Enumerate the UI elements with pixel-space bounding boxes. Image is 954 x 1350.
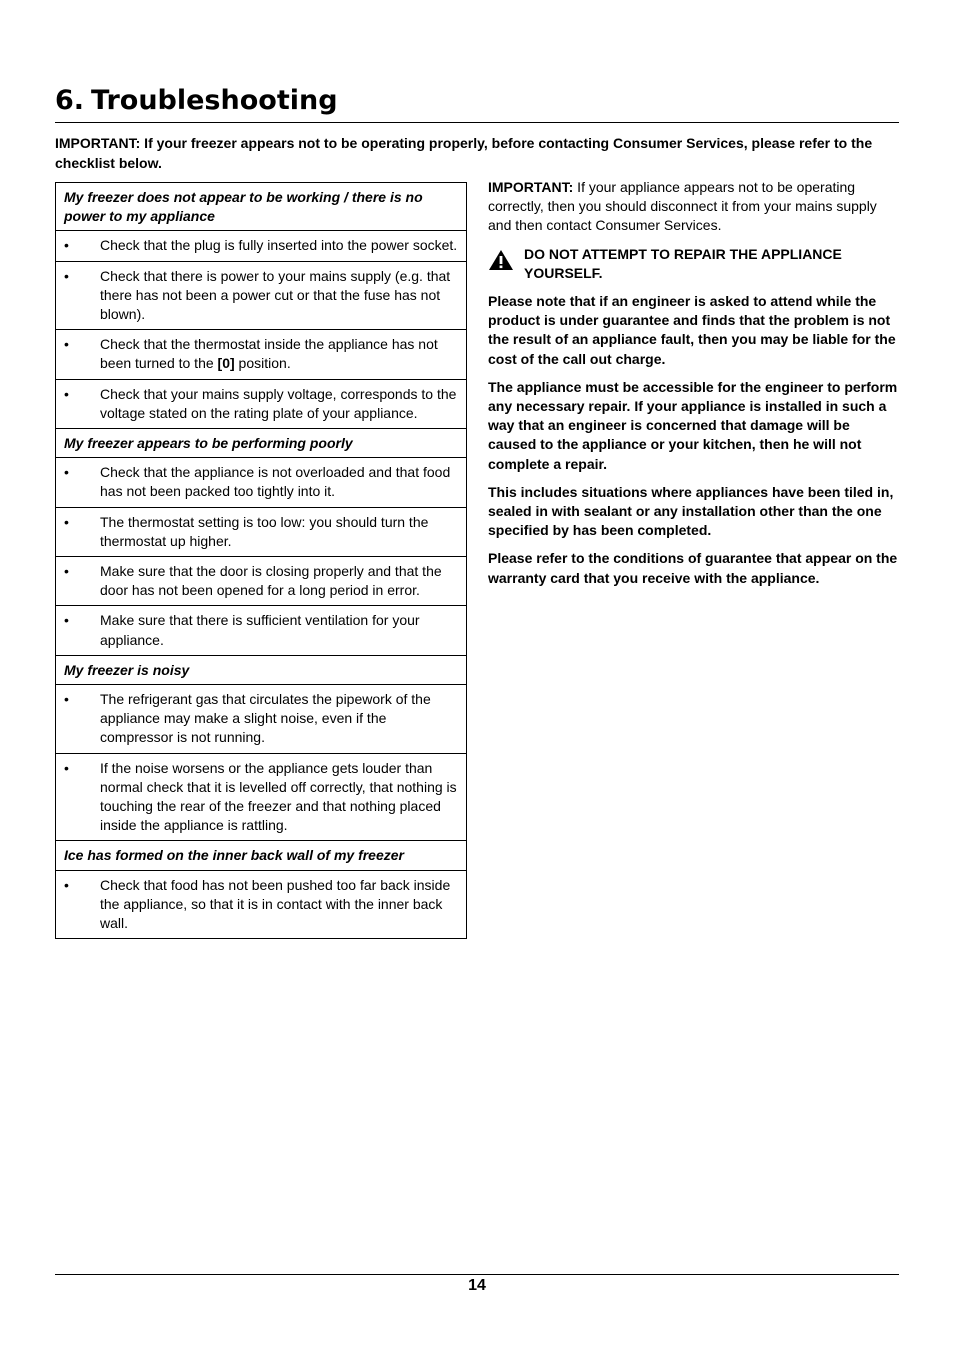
bullet: • — [64, 691, 69, 708]
repair-warning — [488, 245, 901, 283]
checklist-row — [56, 261, 467, 330]
important-text: If your appliance appears not to be operating correctly, then you should disconnect it from your mains supply and then contact Consumer Services. — [488, 179, 877, 234]
checklist-item-text: Check that the appliance is not overloaded and that food has not been packed too tightly into it. — [100, 464, 451, 500]
section-title: Troubleshooting — [91, 85, 338, 116]
bullet: • — [64, 513, 69, 530]
engineer-access-paragraph: The appliance must be accessible for the engineer to perform any necessary repair. If your appliance is installed in such a way that an engineer is concerned that damage will be caused to the appliance or your kitchen, then he will not complete a repair. — [488, 378, 898, 472]
section-title: My freezer appears to be performing poorly — [56, 429, 467, 458]
intro-text: If your freezer appears not to be operating properly, before contacting Consumer Services, please refer to the checklist below. — [55, 135, 873, 171]
checklist-item-text: The refrigerant gas that circulates the pipework of the appliance may make a slight noise, even if the compressor is not running. — [100, 691, 431, 746]
section-title: Ice has formed on the inner back wall of my freezer — [56, 841, 467, 870]
important-notice — [488, 178, 901, 236]
page-heading — [55, 84, 899, 123]
bullet: • — [64, 563, 69, 580]
checklist-row — [56, 379, 467, 428]
bullet: • — [64, 267, 69, 284]
footer-rule — [55, 1274, 899, 1275]
checklist-item-text: Make sure that there is sufficient ventilation for your appliance. — [100, 612, 420, 648]
engineer-charge-paragraph: Please note that if an engineer is asked to attend while the product is under guarantee and finds that the problem is not the result of an appliance fault, then you may be liable for the cost of the call out charge. — [488, 293, 896, 367]
section-header-row — [56, 183, 467, 231]
checklist-row — [56, 753, 467, 841]
right-column — [488, 178, 901, 597]
section-title: My freezer does not appear to be working / there is no power to my appliance — [56, 183, 467, 231]
checklist-item-text: Check that the plug is fully inserted into the power socket. — [100, 237, 458, 254]
item-text-before: Check that the thermostat inside the appliance has not been turned to the — [100, 336, 438, 372]
section-header-row — [56, 429, 467, 458]
intro-paragraph — [55, 134, 901, 173]
bullet: • — [64, 336, 69, 353]
bullet: • — [64, 759, 69, 776]
section-number: 6. — [55, 85, 85, 116]
checklist-item-text: Check that food has not been pushed too far back inside the appliance, so that it is in contact with the inner back wall. — [100, 876, 451, 932]
checklist-row — [56, 507, 467, 556]
checklist-item-text: If the noise worsens or the appliance gets louder than normal check that it is levelled off correctly, that nothing is touching the rear of the freezer and that nothing placed inside the appliance is rattling. — [100, 759, 457, 834]
warning-triangle-icon — [488, 245, 524, 283]
section-header-row — [56, 841, 467, 870]
checklist-item-text — [100, 335, 458, 373]
bullet: • — [64, 876, 69, 893]
checklist-item-text: Check that there is power to your mains supply (e.g. that there has not been a power cut or that the fuse has not blown). — [100, 267, 451, 323]
checklist-item-text: The thermostat setting is too low: you should turn the thermostat up higher. — [100, 513, 429, 549]
checklist-row — [56, 330, 467, 379]
bullet: • — [64, 464, 69, 481]
important-label: IMPORTANT: — [488, 179, 574, 195]
checklist-row — [56, 870, 467, 939]
guarantee-paragraph: Please refer to the conditions of guarantee that appear on the warranty card that you receive with the appliance. — [488, 550, 898, 586]
checklist-row — [56, 606, 467, 655]
checklist-item-text: Check that your mains supply voltage, corresponds to the voltage stated on the rating plate of your appliance. — [100, 385, 457, 421]
item-text-bold: [0] — [217, 355, 235, 372]
item-text-after: position. — [234, 355, 291, 372]
installation-paragraph: This includes situations where appliances have been tiled in, sealed in with sealant or any installation other than the one specified by has been completed. — [488, 483, 894, 539]
checklist-item-text: Make sure that the door is closing properly and that the door has not been opened for a long period in error. — [100, 563, 442, 599]
troubleshooting-checklist — [55, 182, 467, 939]
checklist-row — [56, 231, 467, 261]
section-header-row — [56, 655, 467, 684]
page-number: 14 — [468, 1277, 486, 1294]
checklist-row — [56, 458, 467, 507]
checklist-row — [56, 557, 467, 606]
section-title: My freezer is noisy — [56, 655, 467, 684]
intro-important-label: IMPORTANT: — [55, 135, 141, 151]
bullet: • — [64, 237, 69, 254]
bullet: • — [64, 612, 69, 629]
warning-text: DO NOT ATTEMPT TO REPAIR THE APPLIANCE YOURSELF. — [524, 245, 842, 281]
checklist-row — [56, 685, 467, 754]
bullet: • — [64, 385, 69, 402]
